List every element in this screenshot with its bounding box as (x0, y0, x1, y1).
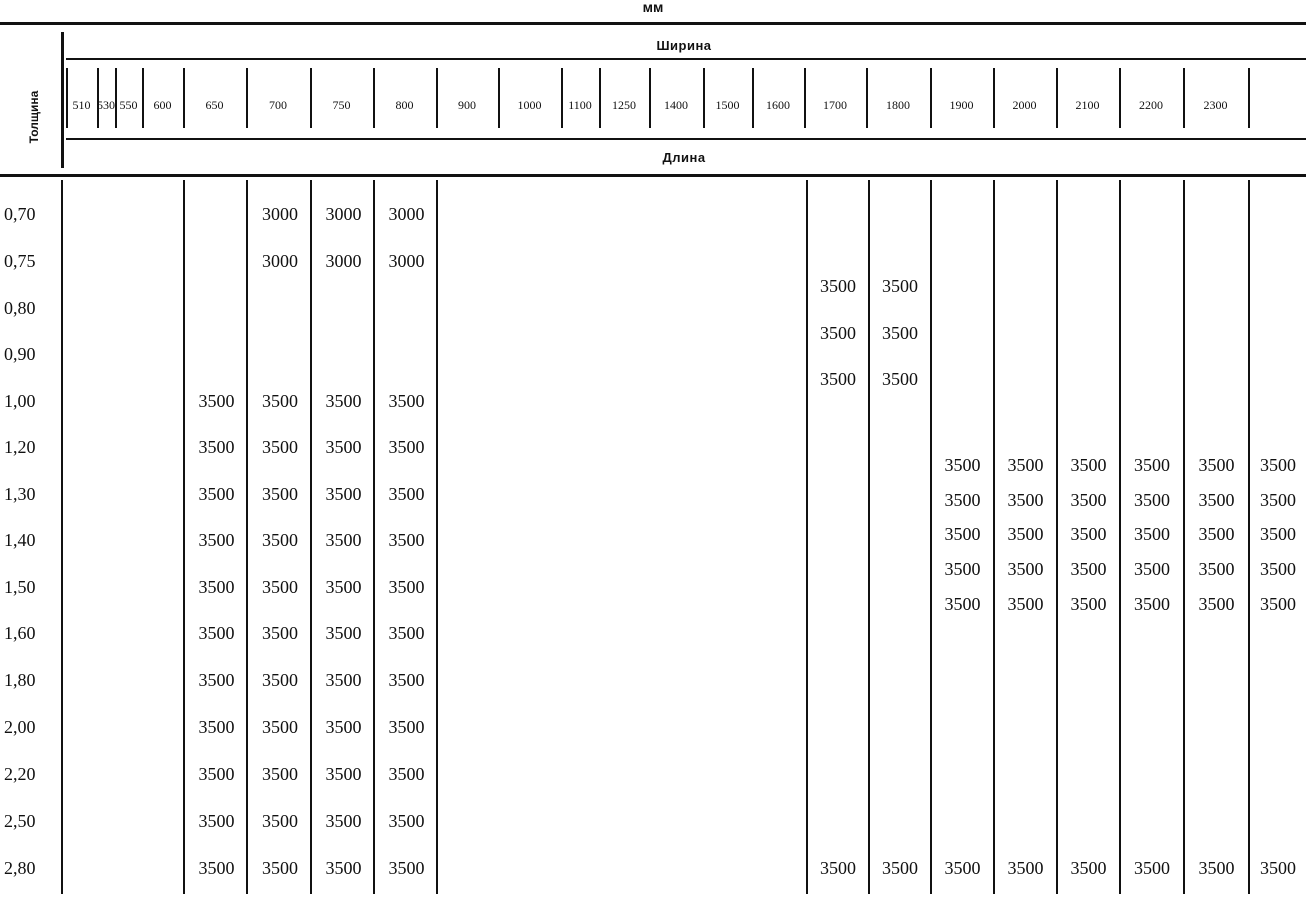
thickness-value: 1,20 (4, 437, 36, 457)
length-cell: 3500 (388, 811, 425, 831)
length-cell: 3500 (1260, 455, 1296, 475)
thickness-value: 1,60 (4, 623, 36, 643)
length-cell: 3500 (1198, 858, 1235, 878)
width-header-2000: 2000 (1012, 98, 1037, 112)
length-cell: 3500 (262, 811, 298, 831)
length-cell: 3500 (1198, 559, 1235, 579)
length-cell: 3500 (388, 717, 425, 737)
width-header-divider (373, 68, 375, 128)
length-cell: 3500 (820, 276, 856, 296)
length-cell: 3500 (944, 490, 981, 510)
width-header-510: 510 (72, 98, 91, 112)
width-header-2200: 2200 (1139, 98, 1163, 112)
length-cell: 3500 (198, 811, 235, 831)
width-header-divider (97, 68, 99, 128)
thickness-value: 1,80 (4, 670, 36, 690)
length-cell: 3500 (1260, 594, 1296, 614)
header-bottom-rule (0, 174, 1306, 177)
thickness-value: 1,00 (4, 391, 36, 411)
length-cell: 3500 (1070, 594, 1107, 614)
width-header-1000: 1000 (517, 98, 542, 112)
length-cell: 3500 (262, 391, 298, 411)
width-header-650: 650 (205, 98, 224, 112)
length-cell: 3500 (198, 764, 235, 784)
length-cell: 3500 (1134, 524, 1170, 544)
width-header-divider (183, 68, 185, 128)
length-cell: 3500 (1134, 559, 1170, 579)
length-cell: 3500 (325, 530, 362, 550)
length-cell: 3500 (262, 717, 298, 737)
length-cell: 3500 (262, 484, 298, 504)
length-cell: 3500 (198, 484, 235, 504)
length-cell: 3500 (1260, 490, 1296, 510)
length-cell: 3500 (944, 559, 981, 579)
length-cell: 3500 (1198, 455, 1235, 475)
width-header-750: 750 (332, 98, 351, 112)
width-header-divider (1248, 68, 1250, 128)
length-cell: 3000 (325, 204, 362, 224)
width-header-900: 900 (458, 98, 476, 112)
thickness-value: 0,80 (4, 298, 36, 318)
length-cell: 3500 (198, 391, 235, 411)
unit-label: мм (642, 0, 664, 15)
width-header-2300: 2300 (1203, 98, 1228, 112)
width-header-divider (703, 68, 705, 128)
length-cell: 3500 (198, 437, 235, 457)
length-cell: 3500 (388, 437, 425, 457)
width-header-divider (866, 68, 868, 128)
length-cell: 3500 (944, 524, 981, 544)
width-header-divider (649, 68, 651, 128)
width-header-divider (498, 68, 500, 128)
length-cell: 3500 (388, 391, 425, 411)
thickness-value: 1,50 (4, 577, 36, 597)
width-header-divider (436, 68, 438, 128)
width-header-divider (1183, 68, 1185, 128)
width-header-1900: 1900 (949, 98, 974, 112)
length-cell: 3500 (325, 670, 362, 690)
width-header-divider (142, 68, 144, 128)
length-cell: 3500 (882, 369, 918, 389)
width-header-divider (561, 68, 563, 128)
length-cell: 3500 (1007, 594, 1044, 614)
thickness-value: 2,00 (4, 717, 36, 737)
width-header-divider (66, 68, 68, 128)
length-cell: 3000 (325, 251, 362, 271)
length-cell: 3500 (262, 858, 298, 878)
length-cell: 3500 (1134, 490, 1170, 510)
length-cell: 3500 (1070, 559, 1107, 579)
width-header-divider (993, 68, 995, 128)
width-header-divider (752, 68, 754, 128)
length-cell: 3500 (944, 858, 981, 878)
length-cell: 3500 (198, 858, 235, 878)
length-cell: 3500 (262, 437, 298, 457)
length-cell: 3500 (325, 764, 362, 784)
width-header-1500: 1500 (715, 98, 740, 112)
width-header-divider (930, 68, 932, 128)
width-header-530: 530 (97, 98, 115, 112)
length-cell: 3500 (388, 530, 425, 550)
width-group-label: Ширина (656, 38, 712, 53)
length-cell: 3500 (1007, 455, 1044, 475)
length-cell: 3500 (1198, 490, 1235, 510)
length-cell: 3500 (325, 858, 362, 878)
thickness-value: 1,30 (4, 484, 36, 504)
thickness-value: 2,50 (4, 811, 36, 831)
length-cell: 3500 (1134, 455, 1170, 475)
length-cell: 3500 (820, 323, 856, 343)
length-cell: 3000 (388, 251, 425, 271)
length-group-rule (66, 138, 1306, 140)
length-cell: 3500 (944, 594, 981, 614)
length-cell: 3500 (198, 577, 235, 597)
length-cell: 3500 (1070, 490, 1107, 510)
width-header-divider (115, 68, 117, 128)
width-header-divider (804, 68, 806, 128)
length-cell: 3500 (262, 623, 298, 643)
width-header-600: 600 (153, 98, 172, 112)
length-cell: 3500 (325, 623, 362, 643)
length-cell: 3500 (325, 391, 362, 411)
length-cell: 3500 (820, 369, 856, 389)
length-cell: 3500 (198, 670, 235, 690)
length-cell: 3500 (198, 717, 235, 737)
width-header-divider (599, 68, 601, 128)
width-header-1800: 1800 (886, 98, 910, 112)
length-cell: 3500 (1070, 455, 1107, 475)
length-cell: 3500 (388, 484, 425, 504)
length-cell: 3500 (1070, 858, 1107, 878)
length-cell: 3500 (388, 764, 425, 784)
width-header-divider (310, 68, 312, 128)
width-header-divider (246, 68, 248, 128)
length-cell: 3500 (1260, 559, 1296, 579)
column-rule (61, 180, 63, 894)
length-cell: 3500 (1070, 524, 1107, 544)
width-header-700: 700 (269, 98, 287, 112)
length-cell: 3500 (1134, 594, 1170, 614)
thickness-value: 1,40 (4, 530, 36, 550)
width-header-1250: 1250 (612, 98, 636, 112)
length-cell: 3500 (1007, 524, 1044, 544)
length-cell: 3500 (820, 858, 856, 878)
width-header-2100: 2100 (1075, 98, 1100, 112)
thickness-value: 0,75 (4, 251, 36, 271)
length-cell: 3500 (198, 530, 235, 550)
length-cell: 3500 (325, 811, 362, 831)
thickness-value: 0,70 (4, 204, 36, 224)
length-cell: 3500 (262, 764, 298, 784)
width-header-divider (1119, 68, 1121, 128)
length-cell: 3500 (1198, 594, 1235, 614)
length-cell: 3500 (388, 577, 425, 597)
length-cell: 3000 (262, 204, 298, 224)
thickness-value: 2,20 (4, 764, 36, 784)
length-cell: 3500 (388, 858, 425, 878)
width-header-1100: 1100 (568, 98, 592, 112)
length-cell: 3500 (1198, 524, 1235, 544)
length-cell: 3500 (388, 670, 425, 690)
thickness-value: 0,90 (4, 344, 36, 364)
length-cell: 3500 (1007, 559, 1044, 579)
length-cell: 3500 (262, 530, 298, 550)
length-cell: 3500 (262, 670, 298, 690)
width-group-rule (66, 58, 1306, 60)
width-header-divider (1056, 68, 1058, 128)
length-cell: 3500 (198, 623, 235, 643)
length-cell: 3500 (882, 276, 918, 296)
length-group-label: Длина (662, 150, 706, 165)
length-cell: 3500 (1260, 858, 1296, 878)
length-cell: 3500 (262, 577, 298, 597)
length-cell: 3500 (1260, 524, 1296, 544)
width-header-1400: 1400 (664, 98, 688, 112)
length-cell: 3500 (1007, 490, 1044, 510)
width-header-800: 800 (395, 98, 414, 112)
length-cell: 3500 (325, 484, 362, 504)
thickness-header: Толщина (27, 90, 41, 144)
top-rule (0, 22, 1306, 25)
length-cell: 3500 (1134, 858, 1170, 878)
thickness-value: 2,80 (4, 858, 36, 878)
length-cell: 3500 (882, 323, 918, 343)
length-cell: 3500 (944, 455, 981, 475)
length-cell: 3000 (262, 251, 298, 271)
length-cell: 3500 (325, 437, 362, 457)
length-cell: 3500 (325, 717, 362, 737)
width-header-550: 550 (119, 98, 138, 112)
width-header-1600: 1600 (766, 98, 790, 112)
length-cell: 3500 (1007, 858, 1044, 878)
length-cell: 3500 (882, 858, 918, 878)
length-cell: 3500 (388, 623, 425, 643)
length-cell: 3500 (325, 577, 362, 597)
width-header-1700: 1700 (823, 98, 847, 112)
length-cell: 3000 (388, 204, 425, 224)
